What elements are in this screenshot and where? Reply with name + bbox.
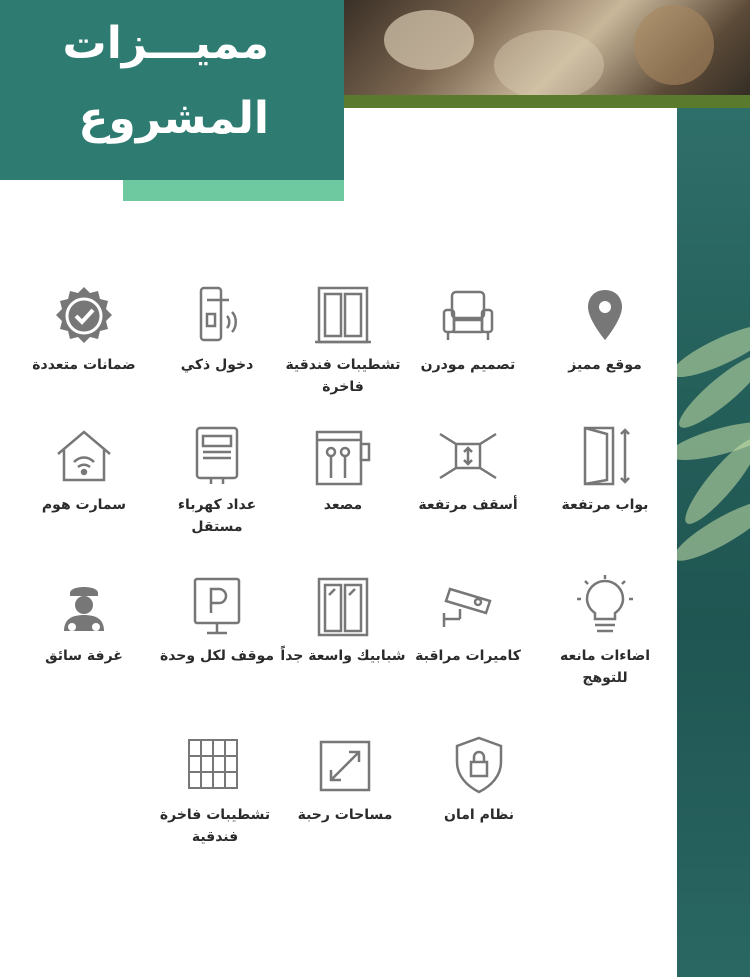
feature-spacious-areas — [280, 734, 410, 826]
expand-diagonal-icon — [313, 734, 377, 798]
feature-label: مصعد — [323, 497, 363, 513]
door-frame-icon — [311, 284, 375, 348]
feature-label: سمارت هوم — [41, 497, 127, 513]
feature-label: تصميم مودرن — [420, 357, 516, 373]
feature-label: دخول ذكي — [180, 357, 254, 373]
feature-parking — [152, 575, 282, 667]
smart-lock-icon — [185, 284, 249, 348]
page-title-line2: المشروع — [78, 93, 269, 144]
feature-location — [540, 284, 670, 376]
feature-label: شبابيك واسعة جداً — [280, 648, 406, 664]
shield-lock-icon — [447, 734, 511, 798]
feature-electric-meter — [152, 424, 282, 538]
feature-label: كاميرات مراقبة — [415, 648, 521, 664]
feature-tall-doors — [540, 424, 670, 516]
feature-label: بواب مرتفعة — [561, 497, 649, 513]
check-badge-icon — [52, 284, 116, 348]
feature-label: اضاءات مانعه للتوهج — [559, 648, 651, 686]
elevator-icon — [311, 424, 375, 488]
feature-smart-entry — [152, 284, 282, 376]
security-camera-icon — [436, 575, 500, 639]
page-title-line1: مميـــزات — [62, 18, 269, 69]
armchair-icon — [436, 284, 500, 348]
feature-anti-glare-lights — [540, 575, 670, 689]
feature-elevator — [278, 424, 408, 516]
feature-guarantees — [19, 284, 149, 376]
feature-label: نظام امان — [444, 807, 514, 823]
feature-modern-design — [403, 284, 533, 376]
tiles-icon — [183, 734, 247, 798]
light-bulb-icon — [573, 575, 637, 639]
feature-hotel-finishes — [278, 284, 408, 398]
feature-label: تشطيبات فاخرة فندقية — [159, 807, 271, 845]
driver-icon — [52, 575, 116, 639]
electric-meter-icon — [185, 424, 249, 488]
high-ceiling-icon — [436, 424, 500, 488]
location-pin-icon — [573, 284, 637, 348]
feature-luxury-finishes — [150, 734, 280, 848]
feature-label: موقف لكل وحدة — [159, 648, 275, 664]
smart-home-icon — [52, 424, 116, 488]
window-icon — [311, 575, 375, 639]
feature-label: تشطيبات فندقية فاخرة — [285, 357, 401, 395]
feature-label: ضمانات متعددة — [32, 357, 136, 373]
feature-driver-room — [19, 575, 149, 667]
feature-label: أسقف مرتفعة — [418, 497, 518, 513]
feature-label: موقع مميز — [568, 357, 642, 373]
feature-high-ceilings — [403, 424, 533, 516]
grass-strip — [344, 95, 750, 108]
header-photo — [344, 0, 750, 108]
feature-wide-windows — [278, 575, 408, 667]
title-box — [0, 0, 344, 180]
feature-label: مساحات رحبة — [297, 807, 393, 823]
parking-icon — [185, 575, 249, 639]
title-accent-bar — [123, 180, 344, 201]
side-decor-panel — [677, 108, 750, 977]
tall-door-icon — [573, 424, 637, 488]
feature-cameras — [403, 575, 533, 667]
feature-label: غرفة سائق — [45, 648, 123, 664]
feature-security-system — [414, 734, 544, 826]
feature-label: عداد كهرباء مستقل — [177, 497, 257, 535]
feature-smart-home — [19, 424, 149, 516]
